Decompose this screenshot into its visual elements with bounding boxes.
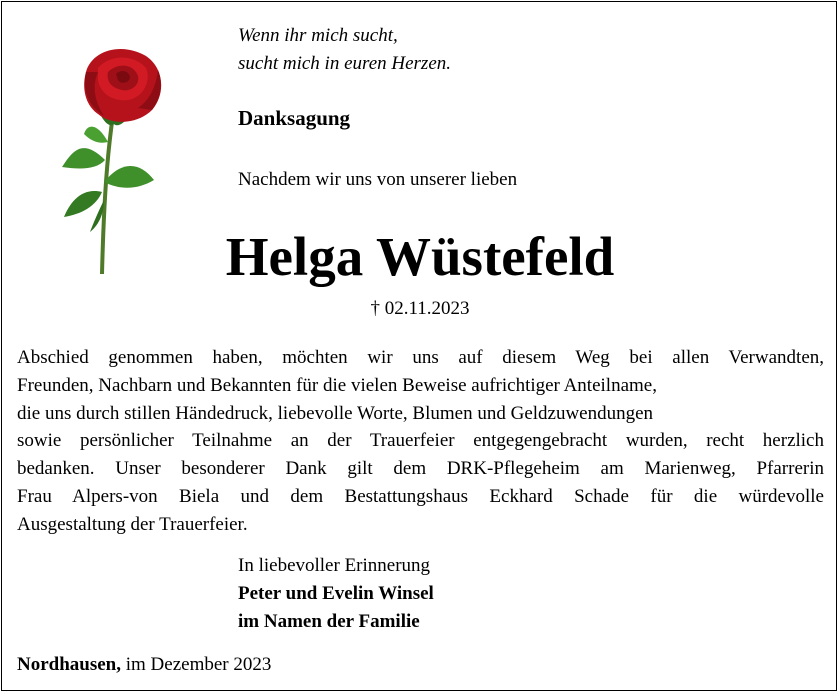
quote-line-1: Wenn ihr mich sucht, <box>238 25 398 46</box>
signatories: Peter und Evelin Winsel <box>238 583 434 604</box>
quote <box>238 22 451 78</box>
closing-line-1: In liebevoller Erinnerung <box>238 555 431 576</box>
body-line: Abschied genommen haben, möchten wir uns auf diesem Weg bei allen Verwandten, <box>17 347 824 368</box>
body-line: bedanken. Unser besonderer Dank gilt dem DRK-Pflegeheim am Marienweg, Pfarrerin <box>17 458 824 480</box>
closing <box>238 552 434 636</box>
date-text: im Dezember 2023 <box>121 654 272 675</box>
intro-text: Nachdem wir uns von unserer lieben <box>238 169 518 190</box>
quote-line-2: sucht mich in euren Herzen. <box>238 53 451 74</box>
body-line: sowie persönlicher Teilnahme an der Trauerfeier entgegengebracht wurden, recht herzlich <box>17 430 824 452</box>
body-line: Frau Alpers-von Biela und dem Bestattungshaus Eckhard Schade für die würdevolle <box>17 485 824 507</box>
thank-you-text <box>17 344 824 539</box>
body-line: die uns durch stillen Händedruck, liebevolle Worte, Blumen und Geldzuwendungen <box>17 402 654 424</box>
death-date: † 02.11.2023 <box>370 298 470 319</box>
body-line: Ausgestaltung der Trauerfeier. <box>17 513 248 535</box>
deceased-name: Helga Wüstefeld <box>225 226 615 287</box>
notice-heading: Danksagung <box>238 106 351 130</box>
place-date <box>17 654 271 676</box>
body-line: Freunden, Nachbarn und Bekannten für die vielen Beweise aufrichtiger Anteilname, <box>17 374 657 396</box>
on-behalf-of-family: im Namen der Familie <box>238 611 420 632</box>
place-name: Nordhausen, <box>17 654 121 675</box>
obituary-card <box>1 1 837 691</box>
